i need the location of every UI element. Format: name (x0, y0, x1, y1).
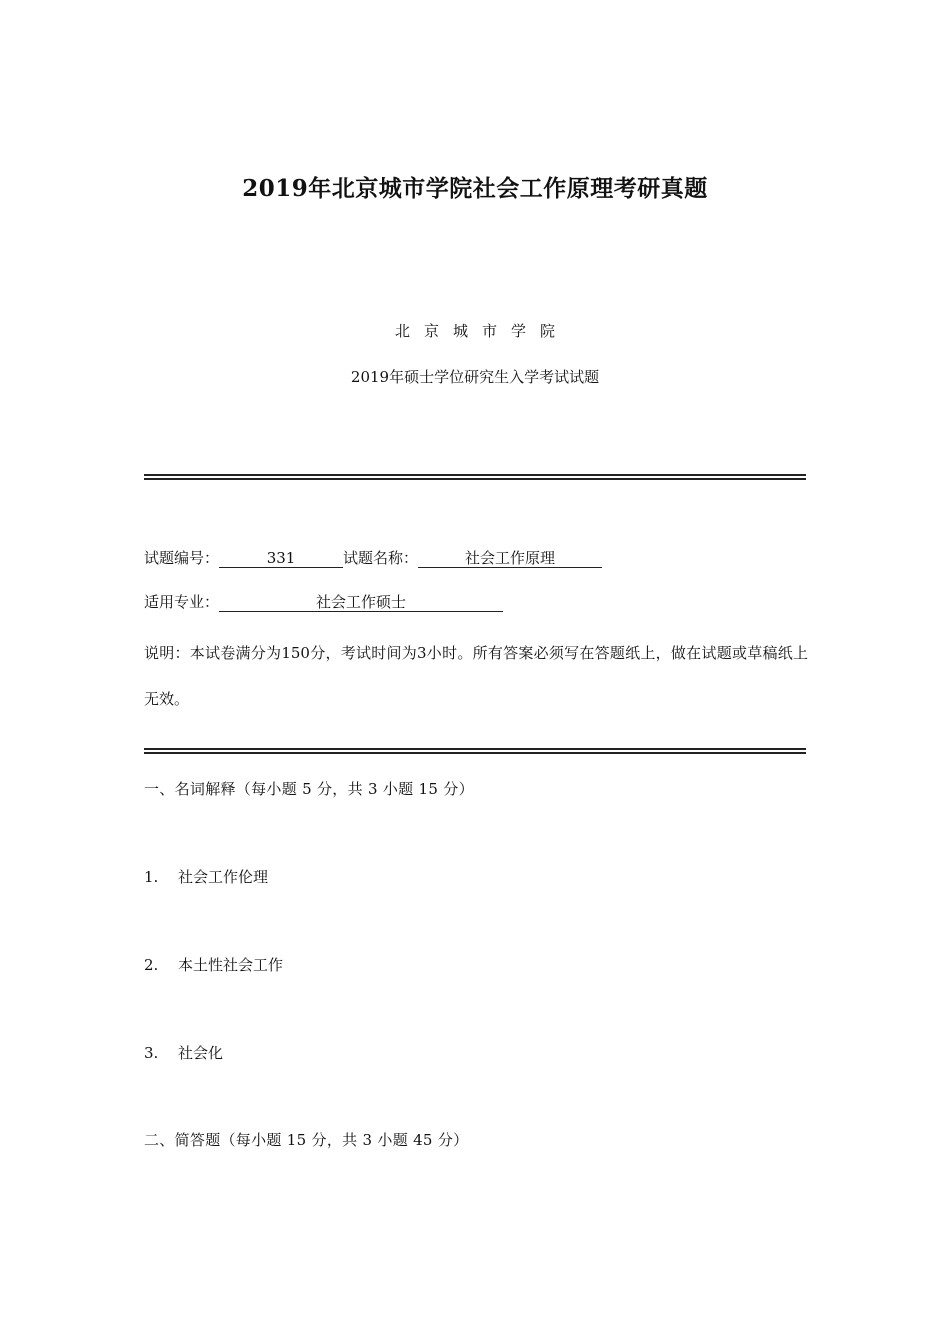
exam-code-label: 试题编号： (144, 549, 220, 567)
exam-instructions: 说明：本试卷满分为150分，考试时间为3小时。所有答案必须写在答题纸上，做在试题或草稿纸上无效。 (144, 644, 808, 708)
major-label: 适用专业： (144, 593, 220, 611)
question-text: 社会化 (178, 1044, 224, 1062)
document-title: 2019年北京城市学院社会工作原理考研真题 (242, 175, 708, 202)
section-heading-definitions: 一、名词解释（每小题 5 分，共 3 小题 15 分） (144, 780, 474, 798)
question-item (144, 954, 283, 975)
school-name: 北京城市学院 (394, 322, 569, 340)
question-text: 本土性社会工作 (178, 956, 284, 974)
question-number: 1. (144, 868, 159, 886)
section-heading-short-answer: 二、简答题（每小题 15 分，共 3 小题 45 分） (144, 1131, 469, 1149)
question-item (144, 866, 268, 887)
double-rule-top (144, 474, 806, 480)
exam-name-label: 试题名称： (343, 549, 419, 567)
major-row (144, 591, 503, 612)
question-number: 2. (144, 956, 159, 974)
exam-subtitle: 2019年硕士学位研究生入学考试试题 (350, 368, 600, 386)
double-rule-bottom (144, 748, 806, 754)
exam-code-row (144, 547, 602, 568)
question-item (144, 1042, 223, 1063)
exam-code-value: 331 (219, 549, 343, 568)
question-text: 社会工作伦理 (178, 868, 269, 886)
question-number: 3. (144, 1044, 159, 1062)
exam-name-value: 社会工作原理 (418, 549, 602, 568)
major-value: 社会工作硕士 (219, 593, 503, 612)
